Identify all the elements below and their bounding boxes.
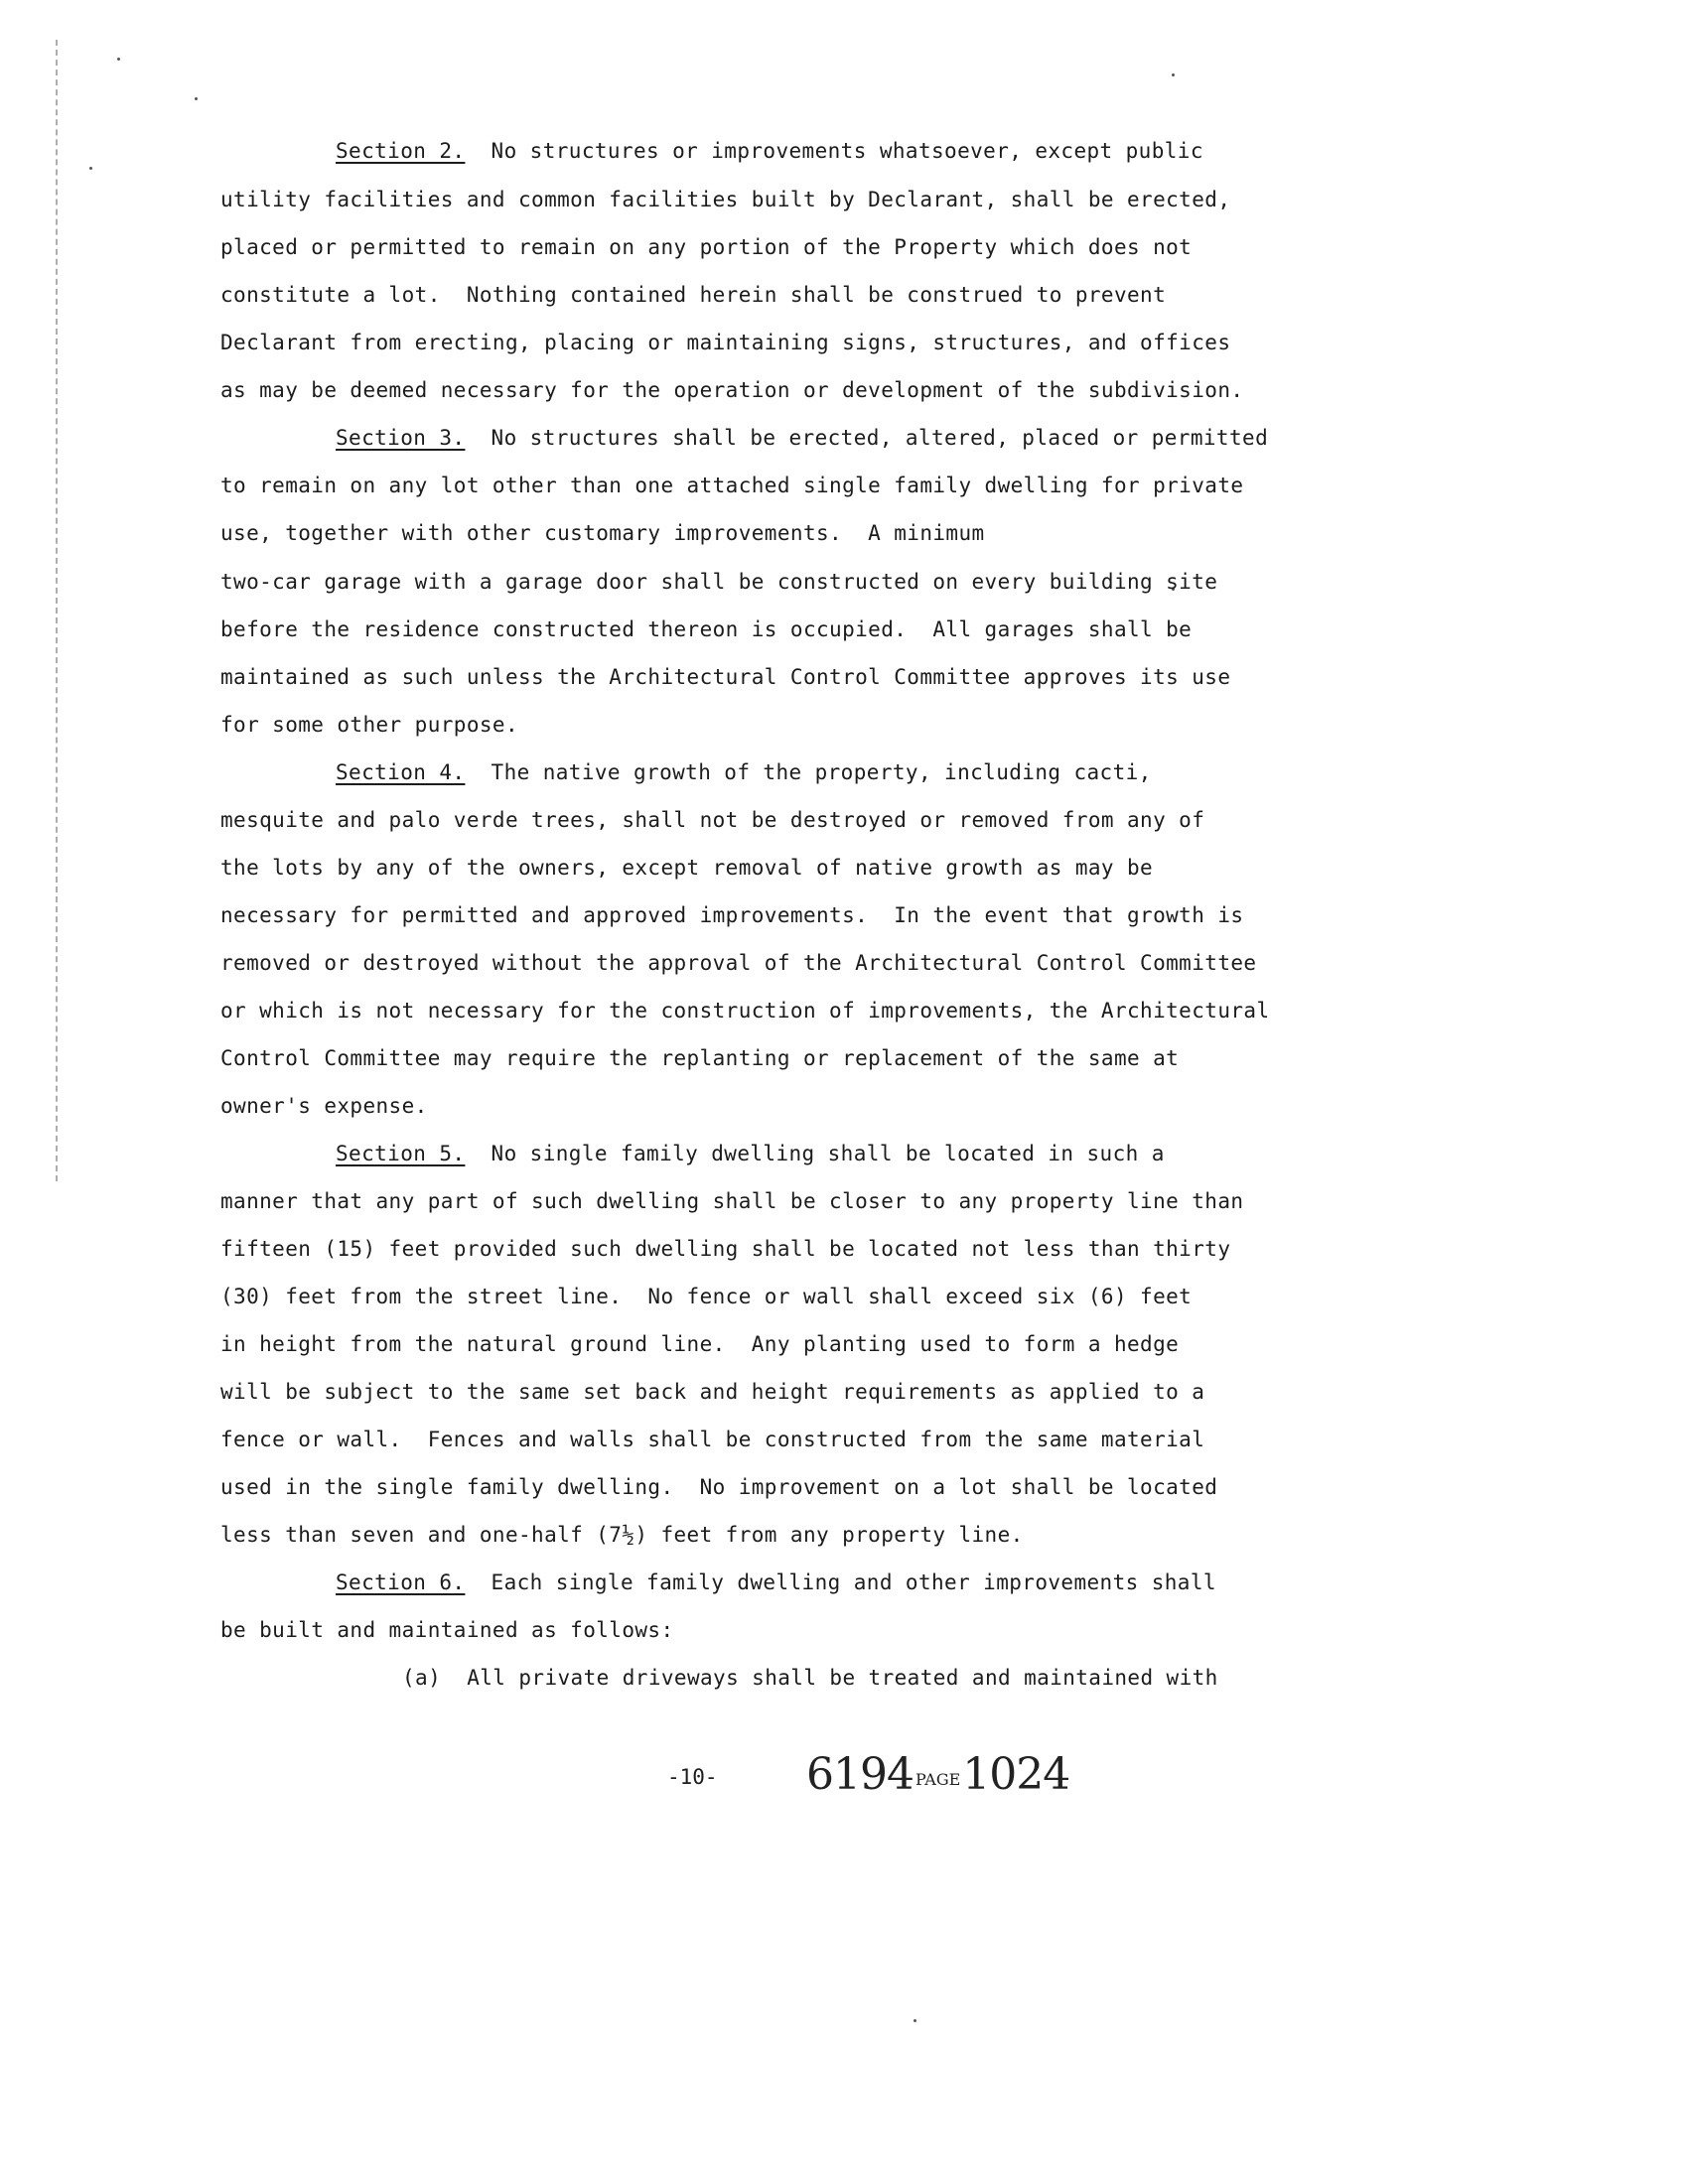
text-line: owner's expense. xyxy=(220,1094,428,1118)
text-line: (a) All private driveways shall be treated and maintained with xyxy=(402,1666,1218,1690)
text-line: or which is not necessary for the construction of improvements, the Architectural xyxy=(220,999,1270,1023)
section-heading: Section 6. xyxy=(336,1570,466,1594)
text-line: Declarant from erecting, placing or maintaining signs, structures, and offices xyxy=(220,331,1231,354)
text-line: Section 2. No structures or improvements whatsoever, except public xyxy=(336,139,1203,163)
text-line: use, together with other customary improvements. A minimum xyxy=(220,521,985,545)
book-page-number: 1024 xyxy=(962,1749,1070,1800)
section-heading: Section 5. xyxy=(336,1142,466,1165)
text-line: utility facilities and common facilities built by Declarant, shall be erected, xyxy=(220,188,1231,211)
scan-edge-artifact xyxy=(56,40,62,1181)
section-heading: Section 2. xyxy=(336,139,466,163)
text-line: two-car garage with a garage door shall be constructed on every building site xyxy=(220,570,1218,594)
scan-speck xyxy=(117,58,120,61)
text-line: Section 3. No structures shall be erected, altered, placed or permitted xyxy=(336,426,1269,450)
text-line: constitute a lot. Nothing contained herein shall be construed to prevent xyxy=(220,283,1167,307)
book-number: 6194 xyxy=(806,1749,914,1800)
text-line: fence or wall. Fences and walls shall be constructed from the same material xyxy=(220,1428,1205,1451)
text-line: placed or permitted to remain on any portion of the Property which does not xyxy=(220,235,1193,259)
text-line: necessary for permitted and approved improvements. In the event that growth is xyxy=(220,903,1244,927)
scan-speck xyxy=(1172,73,1175,76)
text-line: the lots by any of the owners, except removal of native growth as may be xyxy=(220,856,1154,880)
text-line: Section 4. The native growth of the property, including cacti, xyxy=(336,760,1152,784)
page-label: PAGE xyxy=(914,1770,961,1789)
section-heading: Section 4. xyxy=(336,760,466,784)
text-line: removed or destroyed without the approval of the Architectural Control Committee xyxy=(220,951,1257,975)
text-line: as may be deemed necessary for the operation or development of the subdivision. xyxy=(220,378,1244,402)
text-line: fifteen (15) feet provided such dwelling shall be located not less than thirty xyxy=(220,1237,1231,1261)
text-line: used in the single family dwelling. No improvement on a lot shall be located xyxy=(220,1475,1218,1499)
text-line: Control Committee may require the replanting or replacement of the same at xyxy=(220,1046,1180,1070)
text-line: to remain on any lot other than one attached single family dwelling for private xyxy=(220,474,1244,497)
text-line: manner that any part of such dwelling shall be closer to any property line than xyxy=(220,1189,1244,1213)
text-line: maintained as such unless the Architectural Control Committee approves its use xyxy=(220,665,1231,689)
text-line: in height from the natural ground line. Any planting used to form a hedge xyxy=(220,1332,1180,1356)
scan-speck xyxy=(89,167,92,170)
page-number: -10- xyxy=(667,1765,718,1789)
text-line: (30) feet from the street line. No fence or wall shall exceed six (6) feet xyxy=(220,1285,1193,1308)
text-line: mesquite and palo verde trees, shall not be destroyed or removed from any of xyxy=(220,808,1205,832)
recording-book-page-stamp xyxy=(806,1749,1069,1800)
section-heading: Section 3. xyxy=(336,426,466,450)
text-line: for some other purpose. xyxy=(220,713,518,737)
text-line: Section 6. Each single family dwelling and other improvements shall xyxy=(336,1570,1216,1594)
scan-speck xyxy=(914,2019,916,2022)
text-line: Section 5. No single family dwelling shall be located in such a xyxy=(336,1142,1165,1165)
text-line: before the residence constructed thereon is occupied. All garages shall be xyxy=(220,617,1193,641)
text-line: be built and maintained as follows: xyxy=(220,1618,674,1642)
text-line: will be subject to the same set back and height requirements as applied to a xyxy=(220,1380,1205,1404)
text-line: less than seven and one-half (7½) feet from any property line. xyxy=(220,1523,1024,1547)
scan-speck xyxy=(195,97,198,100)
